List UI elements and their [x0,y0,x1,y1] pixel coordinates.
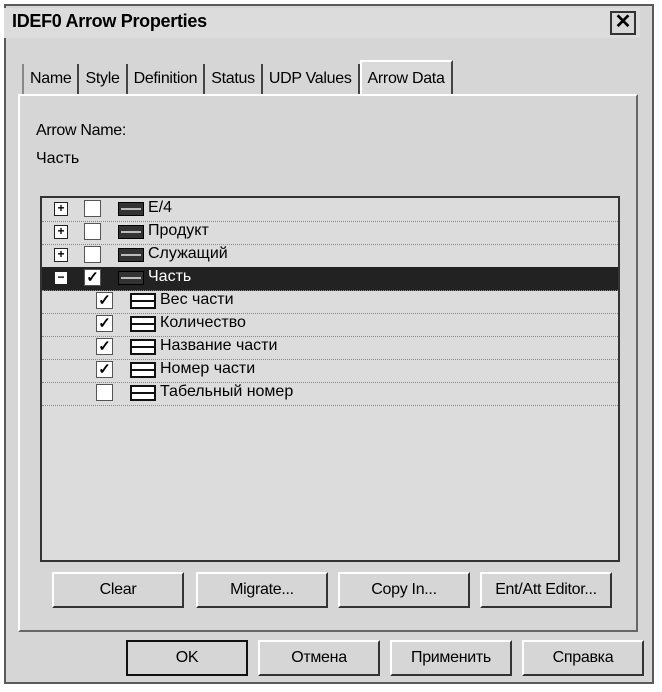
close-button[interactable] [610,11,636,35]
tab-style[interactable]: Style [79,64,127,94]
checkbox[interactable] [96,384,113,401]
attribute-icon [130,362,156,378]
tree-item-label: Часть [148,268,192,285]
attribute-icon [130,339,156,355]
window-title: IDEF0 Arrow Properties [12,11,207,31]
tree-entity-row[interactable] [42,267,620,291]
tab-strip [22,60,453,94]
checkbox[interactable] [84,223,101,240]
checkbox[interactable]: ✓ [96,315,113,332]
tree-attribute-row[interactable] [42,290,620,314]
tree-item-label: Количество [160,314,246,331]
clear-button[interactable]: Clear [52,572,184,608]
tree-attribute-row[interactable] [42,359,620,383]
close-icon: ✕ [614,11,632,33]
arrow-name-label: Arrow Name: [36,122,127,139]
ok-button[interactable]: OK [126,640,248,676]
tree-item-label: Табельный номер [160,383,294,400]
collapse-icon[interactable]: − [54,271,68,285]
tree-attribute-row[interactable] [42,336,620,360]
cancel-button[interactable]: Отмена [258,640,380,676]
attribute-icon [130,293,156,309]
tree-entity-row[interactable] [42,221,620,245]
migrate-button[interactable]: Migrate... [196,572,328,608]
checkbox[interactable]: ✓ [96,292,113,309]
expand-icon[interactable]: + [54,248,68,262]
entity-icon [118,248,144,262]
expand-icon[interactable]: + [54,202,68,216]
checkbox[interactable]: ✓ [96,361,113,378]
title-bar [4,8,640,38]
entity-attribute-tree[interactable] [40,196,620,562]
tab-status[interactable]: Status [205,64,263,94]
tree-attribute-row[interactable] [42,382,620,406]
tree-item-label: Вес части [160,291,234,308]
entity-icon [118,271,144,285]
tree-entity-row[interactable] [42,244,620,268]
tab-udp-values[interactable]: UDP Values [263,64,360,94]
tree-item-label: Название части [160,337,278,354]
attribute-icon [130,385,156,401]
tab-definition[interactable]: Definition [128,64,206,94]
tab-name[interactable]: Name [22,64,79,94]
tree-item-label: Номер части [160,360,256,377]
entity-icon [118,202,144,216]
attribute-icon [130,316,156,332]
copy-in-button[interactable]: Copy In... [338,572,470,608]
tree-attribute-row[interactable] [42,313,620,337]
tree-item-label: E/4 [148,199,173,216]
arrow-name-value: Часть [36,150,80,167]
tree-item-label: Продукт [148,222,209,239]
tree-entity-row[interactable] [42,198,620,222]
help-button[interactable]: Справка [522,640,644,676]
tree-item-label: Служащий [148,245,228,262]
apply-button[interactable]: Применить [390,640,512,676]
expand-icon[interactable]: + [54,225,68,239]
ent-att-editor-button[interactable]: Ent/Att Editor... [480,572,612,608]
checkbox[interactable] [84,246,101,263]
entity-icon [118,225,144,239]
checkbox[interactable] [84,200,101,217]
checkbox[interactable]: ✓ [96,338,113,355]
checkbox[interactable]: ✓ [84,269,101,286]
tab-arrow-data[interactable]: Arrow Data [360,60,453,96]
